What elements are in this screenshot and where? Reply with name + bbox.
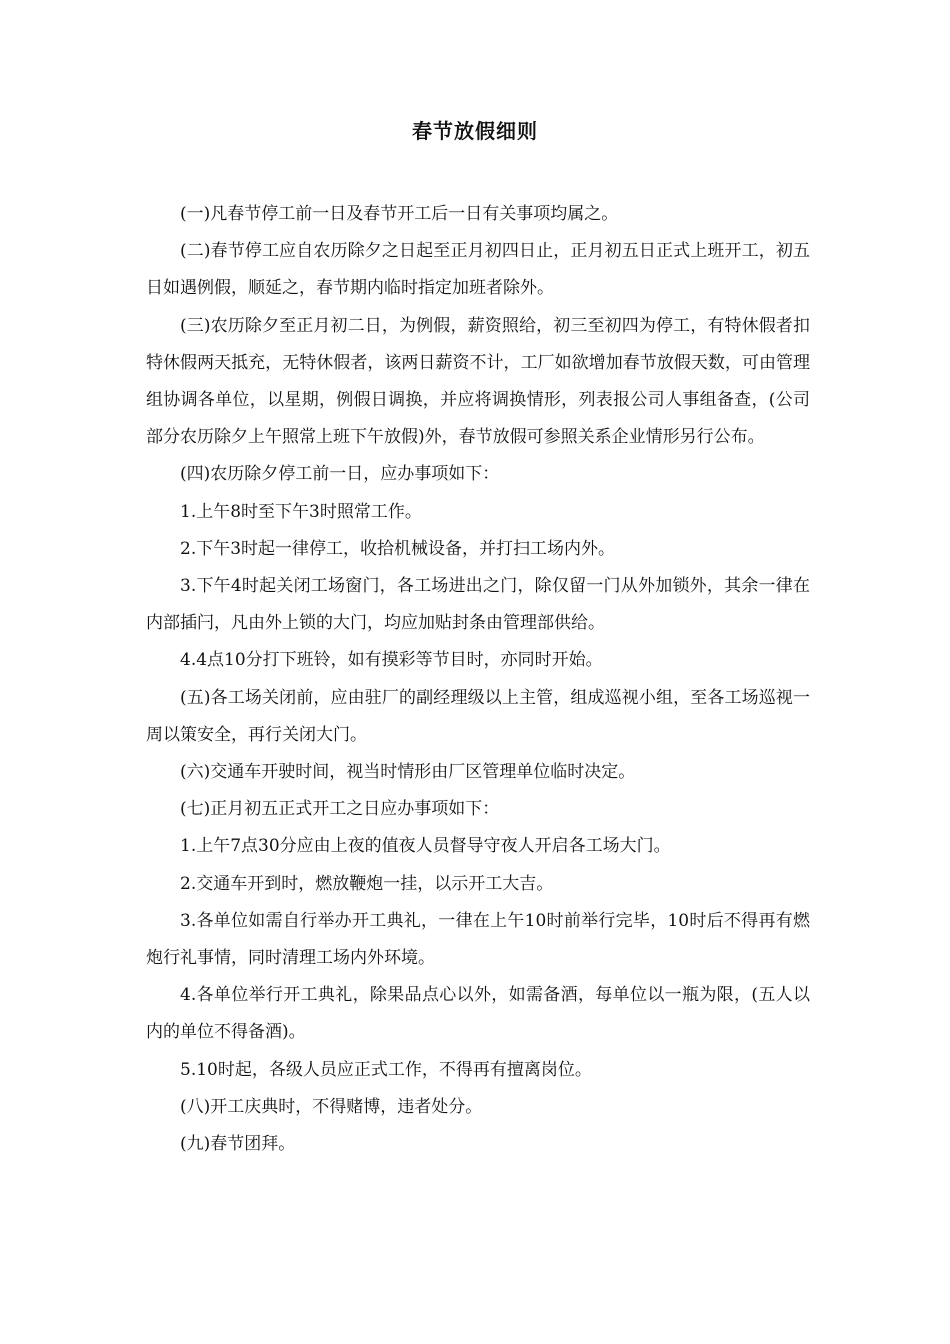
paragraph-2: (二)春节停工应自农历除夕之日起至正月初四日止，正月初五日正式上班开工，初五日如遇例假，顺延之，春节期内临时指定加班者除外。 [146,241,810,299]
paragraph-15: 4.各单位举行开工典礼，除果品点心以外，如需备酒，每单位以一瓶为限，(五人以内的单位不得备酒)。 [146,985,810,1043]
document-title: 春节放假细则 [412,119,538,143]
paragraph-12: 1.上午7点30分应由上夜的值夜人员督导守夜人开启各工场大门。 [180,836,671,857]
paragraph-5: 1.上午8时至下午3时照常工作。 [180,501,422,522]
paragraph-16: 5.10时起，各级人员应正式工作，不得再有擅离岗位。 [180,1059,592,1080]
paragraph-6: 2.下午3时起一律停工，收拾机械设备，并打扫工场内外。 [180,538,616,559]
paragraph-17: (八)开工庆典时，不得赌博，违者处分。 [180,1096,483,1117]
paragraph-13: 2.交通车开到时，燃放鞭炮一挂，以示开工大吉。 [180,873,554,894]
paragraph-3: (三)农历除夕至正月初二日，为例假，薪资照给，初三至初四为停工，有特休假者扣特休假两天抵充，无特休假者，该两日薪资不计，工厂如欲增加春节放假天数，可由管理组协调各单位，以星期，例假日调换，并应将调换情形，列表报公司人事组备查，(公司部分农历除夕上午照常上班下午放假)外，春节放假可参照关系企业情形另行公布。 [146,315,810,448]
paragraph-9: (五)各工场关闭前，应由驻厂的副经理级以上主管，组成巡视小组，至各工场巡视一周以策安全，再行关闭大门。 [146,687,810,745]
paragraph-18: (九)春节团拜。 [180,1134,296,1155]
paragraph-8: 4.4点10分打下班铃，如有摸彩等节目时，亦同时开始。 [180,650,603,671]
paragraph-11: (七)正月初五正式开工之日应办事项如下： [180,799,500,820]
paragraph-4: (四)农历除夕停工前一日，应办事项如下： [180,464,500,485]
paragraph-10: (六)交通车开驶时间，视当时情形由厂区管理单位临时决定。 [180,762,636,783]
paragraph-7: 3.下午4时起关闭工场窗门，各工场进出之门，除仅留一门从外加锁外，其余一律在内部插闩，凡由外上锁的大门，均应加贴封条由管理部供给。 [146,576,810,634]
paragraph-1: (一)凡春节停工前一日及春节开工后一日有关事项均属之。 [180,204,619,224]
document-body [146,196,810,1163]
paragraph-14: 3.各单位如需自行举办开工典礼，一律在上午10时前举行完毕，10时后不得再有燃炮行礼事情，同时清理工场内外环境。 [146,910,810,969]
